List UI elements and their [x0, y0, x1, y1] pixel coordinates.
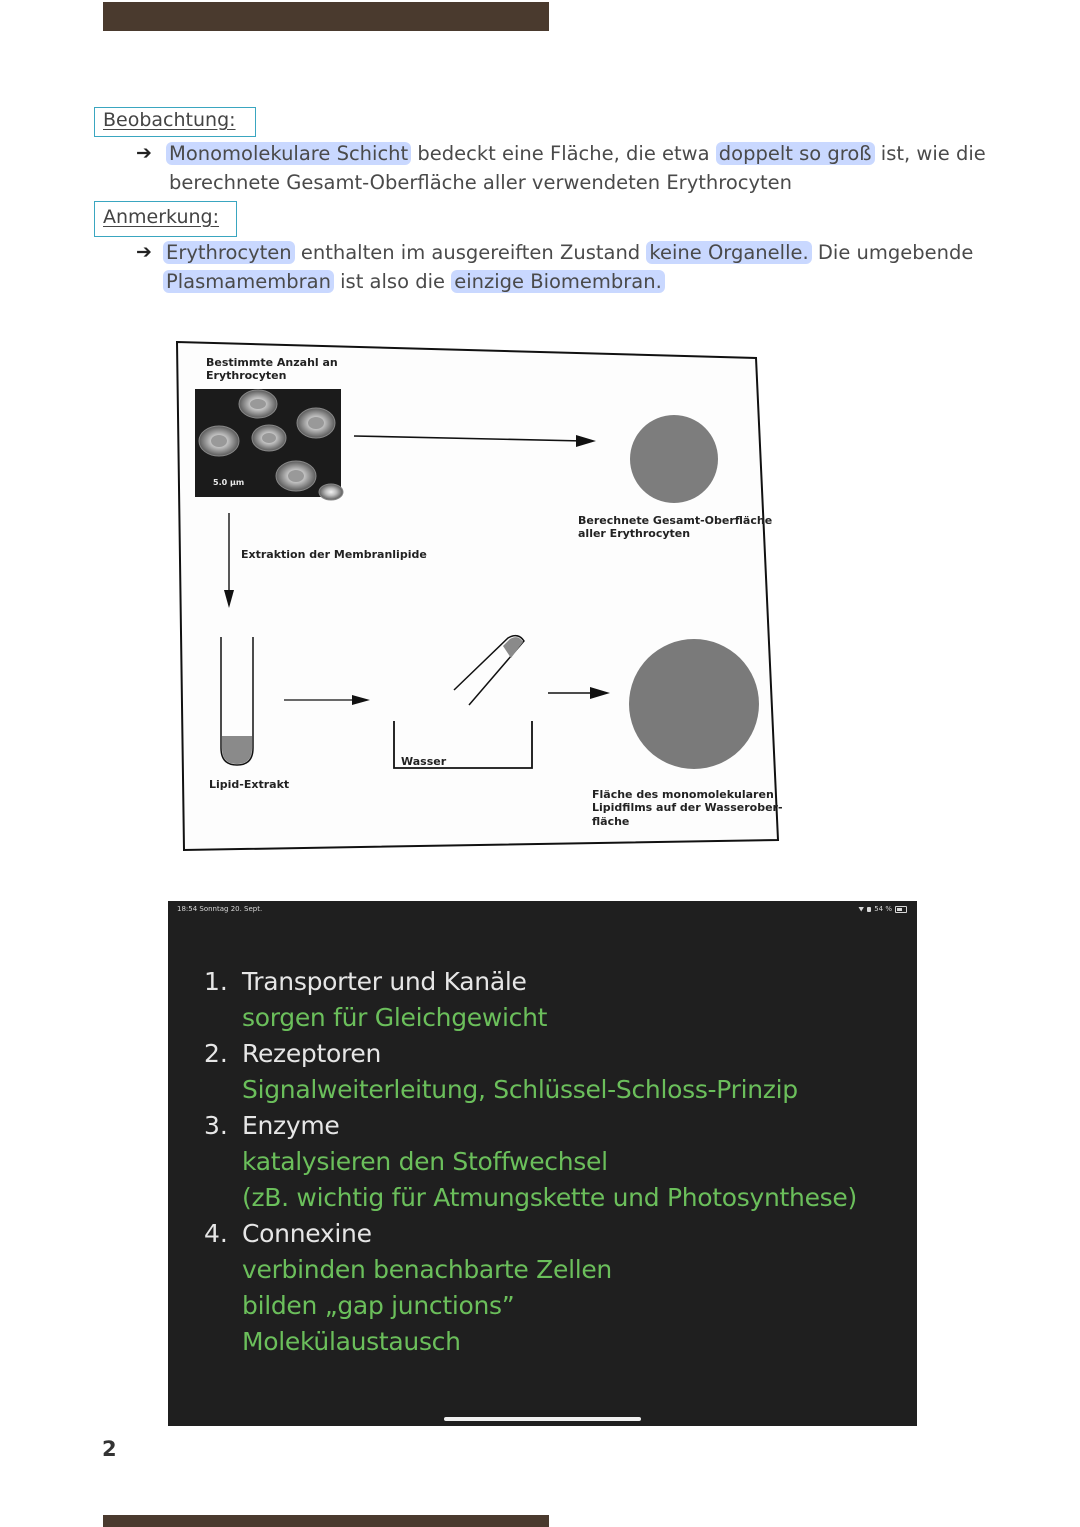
label-area-2: Lipidfilms auf der Wasserober-: [592, 801, 783, 814]
list-item-detail: bilden „gap junctions”: [242, 1291, 515, 1320]
highlight-erythrocytes: Erythrocyten: [163, 241, 295, 264]
label-water: Wasser: [401, 755, 447, 768]
list-number: 4.: [204, 1219, 228, 1248]
label-area-3: fläche: [592, 815, 630, 828]
label-lipid-extract: Lipid-Extrakt: [209, 778, 290, 791]
wifi-icon: [858, 907, 864, 912]
label-extraction: Extraktion der Membranlipide: [241, 548, 427, 561]
highlight-only-biomembrane: einzige Biomembran.: [451, 270, 665, 293]
page-number: 2: [102, 1437, 117, 1461]
large-disc: [629, 639, 759, 769]
highlight-monomolecular: Monomolekulare Schicht: [166, 142, 411, 165]
list-number: 2.: [204, 1039, 228, 1068]
list-item-detail: sorgen für Gleichgewicht: [242, 1003, 548, 1032]
list-item-detail: katalysieren den Stoffwechsel: [242, 1147, 608, 1176]
list-item-title: Transporter und Kanäle: [242, 967, 527, 996]
observation-heading: Beobachtung:: [94, 107, 256, 137]
list-item-detail: Signalweiterleitung, Schlüssel-Schloss-Prinzip: [242, 1075, 798, 1104]
battery-percent: 54 %: [874, 905, 892, 913]
scanned-figure: [166, 328, 788, 858]
status-time: 18:54 Sonntag 20. Sept.: [177, 905, 263, 913]
tablet-screenshot: [168, 901, 917, 1426]
battery-icon: [895, 906, 907, 913]
list-item-detail: verbinden benachbarte Zellen: [242, 1255, 612, 1284]
list-number: 1.: [204, 967, 228, 996]
list-item-title: Connexine: [242, 1219, 372, 1248]
observation-line-2: berechnete Gesamt-Oberfläche aller verwendeten Erythrocyten: [169, 171, 793, 194]
list-item-detail: Molekülaustausch: [242, 1327, 461, 1356]
note-heading: Anmerkung:: [94, 201, 237, 237]
small-disc: [630, 415, 718, 503]
highlight-double: doppelt so groß: [716, 142, 875, 165]
arrow-right-icon: ➔: [136, 241, 152, 263]
status-indicators: [858, 905, 907, 913]
observation-line-1: Monomolekulare Schicht bedeckt eine Fläche, die etwa doppelt so groß ist, wie die: [166, 139, 986, 168]
list-item-detail: (zB. wichtig für Atmungskette und Photosynthese): [242, 1183, 857, 1212]
highlight-plasma-membrane: Plasmamembran: [163, 270, 334, 293]
list-item-title: Rezeptoren: [242, 1039, 382, 1068]
home-indicator[interactable]: [444, 1417, 641, 1421]
label-area-1: Fläche des monomolekularen: [592, 788, 774, 801]
header-bar: [103, 2, 549, 31]
highlight-no-organelles: keine Organelle.: [646, 241, 811, 264]
list-item-title: Enzyme: [242, 1111, 340, 1140]
lock-icon: [867, 907, 871, 912]
note-line-2: Plasmamembran ist also die einzige Biomembran.: [163, 267, 665, 296]
note-line-1: Erythrocyten enthalten im ausgereiften Zustand keine Organelle. Die umgebende: [163, 238, 973, 267]
label-calc-2: aller Erythrocyten: [578, 527, 691, 540]
footer-bar: [103, 1515, 549, 1527]
label-count-2: Erythrocyten: [206, 369, 287, 382]
label-count-1: Bestimmte Anzahl an: [206, 356, 338, 369]
list-number: 3.: [204, 1111, 228, 1140]
scale-label: 5.0 µm: [213, 478, 245, 487]
label-calc-1: Berechnete Gesamt-Oberfläche: [578, 514, 773, 527]
arrow-right-icon: ➔: [136, 142, 152, 164]
